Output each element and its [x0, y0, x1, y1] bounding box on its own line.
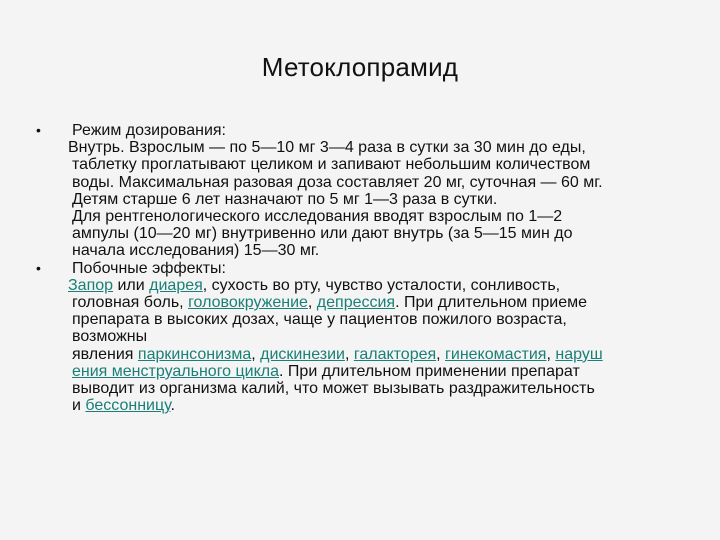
bullet-dosage	[36, 122, 676, 260]
link-narushenie-cikla-part1[interactable]: наруш	[555, 345, 603, 363]
side-effects-line-1: Запор или диарея, сухость во рту, чувство усталости, сонливость,	[68, 276, 561, 294]
link-diareya[interactable]: диарея	[149, 276, 203, 294]
side-effects-line-2: головная боль, головокружение, депрессия. При длительном приеме	[72, 294, 588, 312]
dosage-line-3: воды. Максимальная разовая доза составляет 20 мг, суточная — 60 мг.	[72, 173, 603, 191]
side-effects-line-4: возможны	[72, 328, 148, 346]
dosage-line-6: ампулы (10—20 мг) внутривенно или дают внутрь (за 5—15 мин до	[72, 225, 573, 243]
bullet-marker: •	[36, 259, 41, 276]
slide-content	[36, 122, 676, 414]
link-bessonnica[interactable]: бессонницу	[85, 397, 171, 415]
side-effects-line-7: выводит из организма калий, что может вызывать раздражительность	[72, 380, 595, 398]
dosage-line-5: Для рентгенологического исследования вводят взрослым по 1—2	[72, 208, 563, 226]
dosage-line-7: начала исследования) 15—30 мг.	[72, 242, 320, 260]
bullet-side-effects	[36, 260, 676, 415]
link-depressiya[interactable]: депрессия	[316, 294, 396, 312]
link-narushenie-cikla-part2[interactable]: ения менструального цикла	[72, 362, 280, 380]
dosage-heading: Режим дозирования:	[72, 122, 226, 139]
link-zapor[interactable]: Запор	[68, 276, 114, 294]
side-effects-line-8: и бессонницу.	[72, 397, 175, 415]
link-diskinezii[interactable]: дискинезии	[260, 345, 345, 363]
side-effects-heading: Побочные эффекты:	[72, 259, 226, 277]
side-effects-line-3: препарата в высоких дозах, чаще у пациентов пожилого возраста,	[72, 311, 567, 329]
dosage-line-4: Детям старше 6 лет назначают по 5 мг 1—3 раза в сутки.	[72, 190, 498, 208]
side-effects-line-6: ения менструального цикла. При длительном применении препарат	[72, 362, 580, 380]
side-effects-line-5: явления паркинсонизма, дискинезии, галакторея, гинекомастия, наруш	[72, 345, 603, 363]
link-galaktoreya[interactable]: галакторея	[353, 345, 437, 363]
page-title: Метоклопрамид	[261, 52, 459, 82]
bullet-marker: •	[36, 122, 41, 138]
dosage-line-2: таблетку проглатывают целиком и запивают небольшим количеством	[72, 156, 591, 174]
dosage-line-1: Внутрь. Взрослым — по 5—10 мг 3—4 раза в сутки за 30 мин до еды,	[68, 139, 586, 157]
link-parkinsonizm[interactable]: паркинсонизма	[137, 345, 252, 363]
link-ginekomastiya[interactable]: гинекомастия	[445, 345, 547, 363]
link-golovokruzhenie[interactable]: головокружение	[188, 294, 308, 312]
